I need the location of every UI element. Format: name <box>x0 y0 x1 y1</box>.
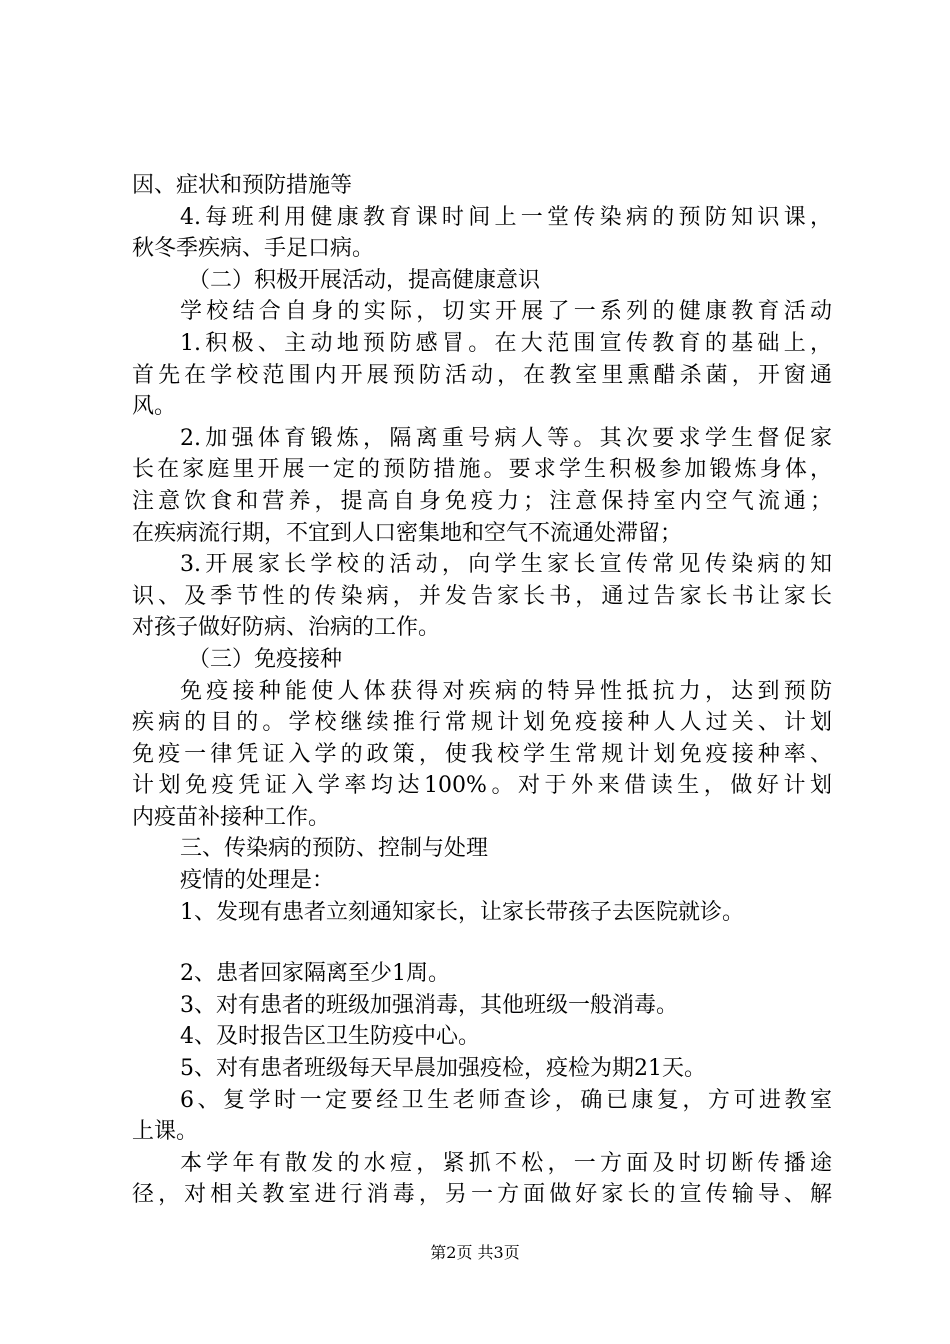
text-line: 长在家庭里开展一定的预防措施。要求学生积极参加锻炼身体， <box>132 457 832 483</box>
text-line: 4.每班利用健康教育课时间上一堂传染病的预防知识课， <box>180 204 832 230</box>
text-line: 计划免疫凭证入学率均达100%。对于外来借读生，做好计划 <box>132 773 832 799</box>
text-line: 2.加强体育锻炼，隔离重号病人等。其次要求学生督促家 <box>180 425 832 451</box>
text-line: 疫情的处理是： <box>180 868 335 894</box>
blank-line <box>132 928 832 958</box>
text-line: 注意饮食和营养，提高自身免疫力；注意保持室内空气流通； <box>132 488 832 514</box>
list-item: 6、复学时一定要经卫生老师查诊，确已康复，方可进教室 <box>180 1087 832 1113</box>
text-line: 首先在学校范围内开展预防活动，在教室里熏醋杀菌，开窗通 <box>132 362 832 388</box>
section-heading: （三）免疫接种 <box>188 646 343 672</box>
text-line: 对孩子做好防病、治病的工作。 <box>132 615 441 641</box>
text-line: 内疫苗补接种工作。 <box>132 804 331 830</box>
page-footer: 第2页 共3页 <box>430 1243 520 1262</box>
list-item: 1、发现有患者立刻通知家长，让家长带孩子去医院就诊。 <box>180 899 744 925</box>
document-body <box>132 170 832 1211</box>
list-item: 4、及时报告区卫生防疫中心。 <box>180 1024 480 1050</box>
text-line: 上课。 <box>132 1119 199 1145</box>
text-line: 径，对相关教室进行消毒，另一方面做好家长的宣传输导、解 <box>132 1182 832 1208</box>
text-line: 风。 <box>132 394 177 420</box>
text-line: 因、症状和预防措施等 <box>132 173 353 198</box>
text-line: 识、及季节性的传染病，并发告家长书，通过告家长书让家长 <box>132 583 832 609</box>
list-item: 3、对有患者的班级加强消毒，其他班级一般消毒。 <box>180 992 678 1018</box>
text-line: 疾病的目的。学校继续推行常规计划免疫接种人人过关、计划 <box>132 710 832 736</box>
list-item: 2、患者回家隔离至少1周。 <box>180 961 450 987</box>
text-line: 3.开展家长学校的活动，向学生家长宣传常见传染病的知 <box>180 552 832 578</box>
text-line: 免疫接种能使人体获得对疾病的特异性抵抗力，达到预防 <box>180 678 832 704</box>
section-heading: 三、传染病的预防、控制与处理 <box>180 836 489 862</box>
section-heading: （二）积极开展活动，提高健康意识 <box>188 267 541 293</box>
text-line: 学校结合自身的实际，切实开展了一系列的健康教育活动 <box>180 299 832 325</box>
text-line: 秋冬季疾病、手足口病。 <box>132 236 375 262</box>
text-line: 本学年有散发的水痘，紧抓不松，一方面及时切断传播途 <box>180 1150 832 1176</box>
text-line: 1.积极、主动地预防感冒。在大范围宣传教育的基础上， <box>180 330 832 356</box>
text-line: 在疾病流行期，不宜到人口密集地和空气不流通处滞留； <box>132 520 683 546</box>
list-item: 5、对有患者班级每天早晨加强疫检，疫检为期21天。 <box>180 1056 706 1082</box>
text-line: 免疫一律凭证入学的政策，使我校学生常规计划免疫接种率、 <box>132 741 832 767</box>
